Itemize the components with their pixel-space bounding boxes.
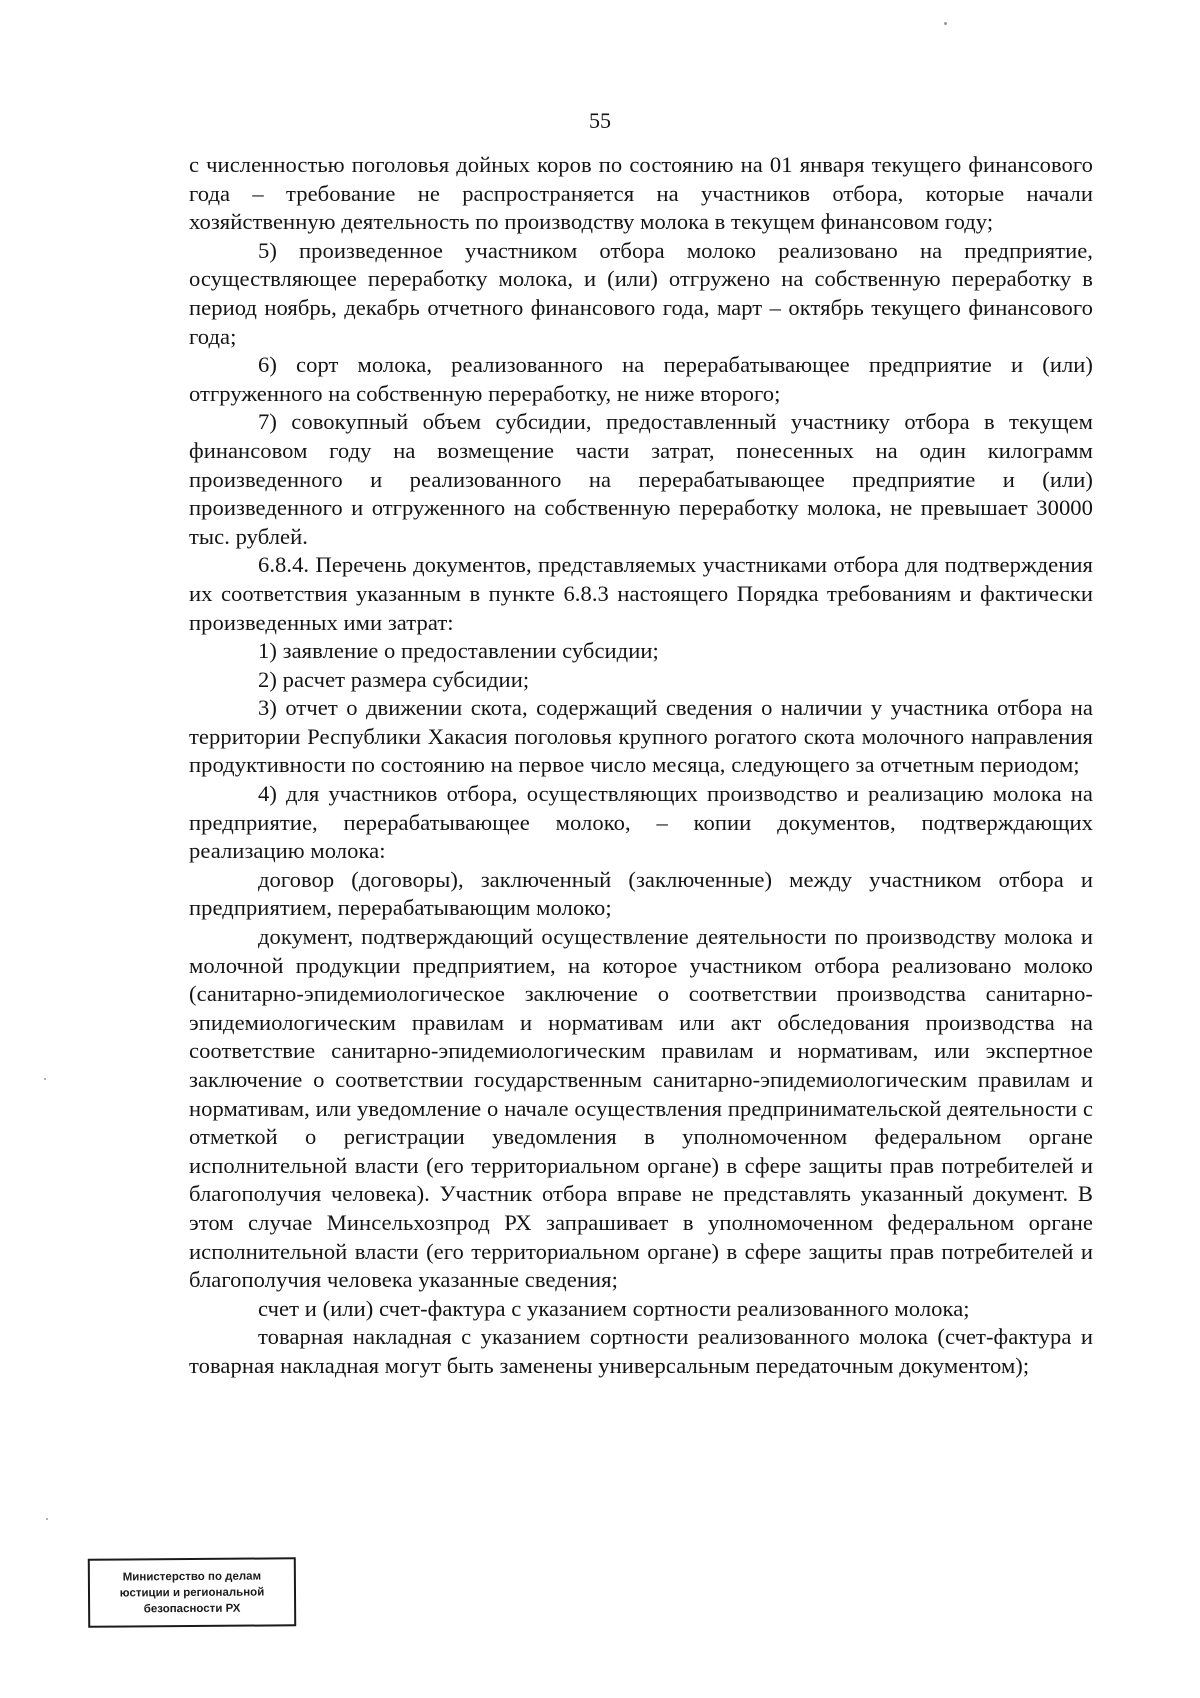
paragraph-sanitary-document: документ, подтверждающий осуществление деятельности по производству молока и молочной продукции предприятием, на которое участником отбора реализовано молоко (санитарно-эпидемиологическое заключение о соответствии производства санитарно-эпидемиологическим правилам и нормативам или акт обследования производства на соответствие санитарно-эпидемиологическим правилам и нормативам, или экспертное заключение о соответствии государственным санитарно-эпидемиологическим правилам и нормативам, или уведомление о начале осуществления предпринимательской деятельности с отметкой о регистрации уведомления в уполномоченном федеральном органе исполнительной власти (его территориальном органе) в сфере защиты прав потребителей и благополучия человека). Участник отбора вправе не представлять указанный документ. В этом случае Минсельхозпрод РХ запрашивает в уполномоченном федеральном органе исполнительной власти (его территориальном органе) в сфере защиты прав потребителей и благополучия человека указанные сведения; xyxy=(189,924,1093,1293)
document-body xyxy=(189,151,1093,1381)
stamp-line: безопасности РХ xyxy=(143,1602,241,1615)
scan-speck xyxy=(46,1518,48,1520)
paragraph-invoice: счет и (или) счет-фактура с указанием сортности реализованного молока; xyxy=(258,1295,970,1321)
paragraph-waybill: товарная накладная с указанием сортности реализованного молока (счет-фактура и товарная накладная могут быть заменены универсальным передаточным документом); xyxy=(189,1324,1093,1378)
paragraph-contract: договор (договоры), заключенный (заключенные) между участником отбора и предприятием, перерабатывающим молоко; xyxy=(189,866,1093,921)
paragraph-doc-2: 2) расчет размера субсидии; xyxy=(258,666,530,692)
paragraph-doc-4: 4) для участников отбора, осуществляющих производство и реализацию молока на предприятие, перерабатывающее молоко, – копии документов, подтверждающих реализацию молока: xyxy=(189,781,1093,864)
paragraph-doc-3: 3) отчет о движении скота, содержащий сведения о наличии у участника отбора на территории Республики Хакасия поголовья крупного рогатого скота молочного направления продуктивности по состоянию на первое число месяца, следующего за отчетным периодом; xyxy=(189,695,1093,778)
paragraph-section-6-8-4: 6.8.4. Перечень документов, представляемых участниками отбора для подтверждения их соответствия указанным в пункте 6.8.3 настоящего Порядка требованиям и фактически произведенных ими затрат: xyxy=(189,552,1093,635)
paragraph-item-7: 7) совокупный объем субсидии, предоставленный участнику отбора в текущем финансовом году на возмещение части затрат, понесенных на один килограмм произведенного и реализованного на перерабатывающее предприятие и (или) произведенного и отгруженного на собственную переработку молока, не превышает 30000 тыс. рублей. xyxy=(189,409,1093,549)
paragraph-item-5: 5) произведенное участником отбора молоко реализовано на предприятие, осуществляющее переработку молока, и (или) отгружено на собственную переработку в период ноябрь, декабрь отчетного финансового года, март – октябрь текущего финансового года; xyxy=(189,237,1093,349)
paragraph-item-6: 6) сорт молока, реализованного на перерабатывающее предприятие и (или) отгруженного на собственную переработку, не ниже второго; xyxy=(189,352,1093,406)
ministry-stamp xyxy=(88,1557,296,1627)
stamp-line: юстиции и региональной xyxy=(119,1585,265,1600)
page-number: 55 xyxy=(589,108,611,133)
scan-speck xyxy=(44,1078,46,1080)
stamp-line: Министерство по делам xyxy=(122,1570,262,1583)
paragraph-continuation: с численностью поголовья дойных коров по состоянию на 01 января текущего финансового года – требование не распространяется на участников отбора, которые начали хозяйственную деятельность по производству молока в текущем финансовом году; xyxy=(189,152,1093,235)
scan-speck xyxy=(944,22,947,25)
paragraph-doc-1: 1) заявление о предоставлении субсидии; xyxy=(258,638,659,664)
